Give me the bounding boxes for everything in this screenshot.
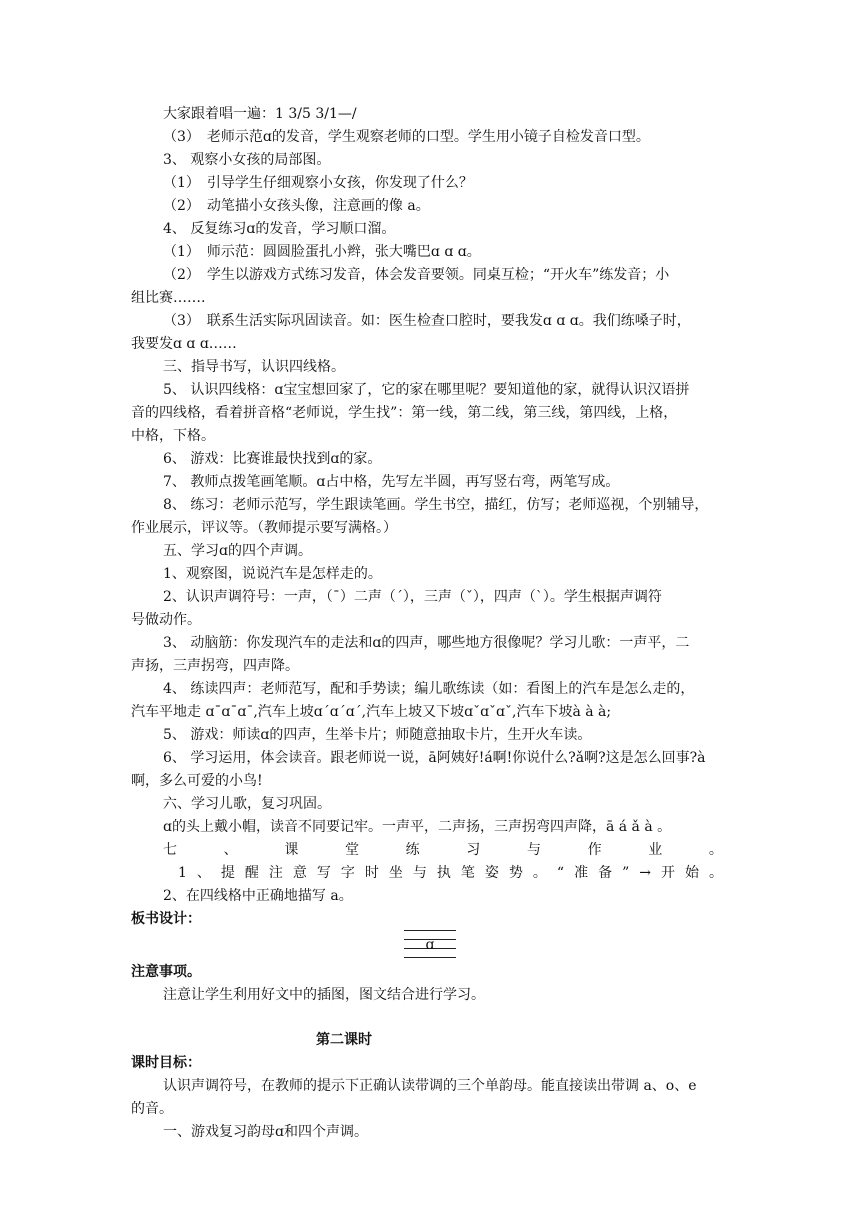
tone-item-3: 3、 动脑筋：你发现汽车的走法和ɑ的四声，哪些地方很像呢？学习儿歌：一声平，二 xyxy=(163,635,690,651)
spaced-char: 坐 xyxy=(388,865,403,881)
notes-heading: 注意事项。 xyxy=(131,964,201,980)
part-6-heading: 六、学习儿歌，复习巩固。 xyxy=(163,796,331,812)
spaced-char: 姿 xyxy=(484,865,499,881)
spaced-char: 作 xyxy=(587,842,602,858)
tone-item-3-cont: 声扬，三声拐弯，四声降。 xyxy=(131,658,299,674)
step-4-3-cont: 我要发ɑ ɑ ɑ…… xyxy=(131,336,237,352)
board-design-heading: 板书设计： xyxy=(131,911,201,927)
grid-line xyxy=(404,957,456,958)
lesson-goal-text-cont: 的音。 xyxy=(131,1101,173,1117)
spaced-char: 习 xyxy=(466,842,481,858)
spaced-char: 、 xyxy=(196,865,211,881)
item-7: 7、 教师点拨笔画笔顺。ɑ占中格，先写左半圆，再写竖右弯，两笔写成。 xyxy=(163,474,620,490)
spaced-char: → xyxy=(639,865,651,881)
item-8: 8、 练习：老师示范写，学生跟读笔画。学生书空，描红，仿写；老师巡视，个别辅导， xyxy=(163,497,709,513)
spaced-char: 堂 xyxy=(344,842,359,858)
grid-letter: ɑ xyxy=(425,937,435,953)
section-3-heading: 3、 观察小女孩的局部图。 xyxy=(163,152,331,168)
lesson-goal-heading: 课时目标： xyxy=(131,1055,201,1071)
spaced-char: 备 xyxy=(598,865,613,881)
spaced-char: 意 xyxy=(292,865,307,881)
spaced-char: 开 xyxy=(661,865,675,881)
task-1 xyxy=(178,863,723,883)
spaced-char: 写 xyxy=(316,865,331,881)
spaced-char: 势 xyxy=(508,865,523,881)
step-3-2: （2） 动笔描小女孩头像，注意画的像 a。 xyxy=(163,198,430,214)
spaced-char: 七 xyxy=(163,842,177,858)
lesson-goal-text: 认识声调符号，在教师的提示下正确认读带调的三个单韵母。能直接读出带调 a、o、e xyxy=(163,1078,697,1094)
spaced-char: 注 xyxy=(268,865,283,881)
item-5-cont-1: 音的四线格，看着拼音格“老师说，学生找”：第一线，第二线，第三线，第四线，上格， xyxy=(131,405,678,421)
spaced-char: 。 xyxy=(532,865,547,881)
spaced-char: 课 xyxy=(284,842,299,858)
spaced-char: 准 xyxy=(574,865,589,881)
spaced-char: 字 xyxy=(340,865,355,881)
item-8-cont: 作业展示，评议等。（教师提示要写满格。） xyxy=(131,520,397,536)
notes-text: 注意让学生利用好文中的插图，图文结合进行学习。 xyxy=(163,987,485,1003)
spaced-char: 时 xyxy=(364,865,379,881)
tone-item-4: 4、 练读四声：老师范写，配和手势读；编儿歌练读（如：看图上的汽车是怎么走的， xyxy=(163,681,695,697)
spaced-char: 、 xyxy=(223,842,238,858)
tone-item-4-cont: 汽车平地走 ɑˉɑˉɑˉ,汽车上坡ɑˊɑˊɑˊ,汽车上坡又下坡ɑˇɑˇɑˇ,汽车下坡à à à; xyxy=(131,704,612,720)
part-7-heading xyxy=(163,840,723,860)
grid-line xyxy=(404,930,456,931)
item-6: 6、 游戏：比赛谁最快找到ɑ的家。 xyxy=(163,451,382,467)
spaced-char: “ xyxy=(556,865,565,881)
spaced-char: 与 xyxy=(412,865,427,881)
spaced-char: 提 xyxy=(220,865,235,881)
spaced-char: 练 xyxy=(405,842,420,858)
spaced-char: 与 xyxy=(526,842,541,858)
spaced-char: 执 xyxy=(436,865,451,881)
step-4-1: （1） 师示范：圆圆脸蛋扎小辫，张大嘴巴ɑ ɑ ɑ。 xyxy=(163,244,481,260)
step-4-2: （2） 学生以游戏方式练习发音，体会发音要领。同桌互检；“开火车”练发音；小 xyxy=(163,267,670,283)
tone-item-2-cont: 号做动作。 xyxy=(131,612,201,628)
review-heading: 一、游戏复习韵母ɑ和四个声调。 xyxy=(163,1124,368,1140)
part-5-heading: 五、学习ɑ的四个声调。 xyxy=(163,543,312,559)
section-4-heading: 4、 反复练习ɑ的发音，学习顺口溜。 xyxy=(163,221,396,237)
spaced-char: 醒 xyxy=(244,865,259,881)
step-4-2-cont: 组比赛……. xyxy=(131,290,206,306)
rhyme-line: ɑ的头上戴小帽，读音不同要记牢。一声平，二声扬，三声拐弯四声降，ā á ǎ à 。 xyxy=(163,819,672,835)
spaced-char: 业 xyxy=(648,842,663,858)
step-3-1: （1） 引导学生仔细观察小女孩，你发现了什么？ xyxy=(163,175,473,191)
step-4-3: （3） 联系生活实际巩固读音。如：医生检查口腔时，要我发ɑ ɑ ɑ。我们练嗓子时， xyxy=(163,313,691,329)
spaced-char: 。 xyxy=(708,842,723,858)
item-5: 5、 认识四线格：ɑ宝宝想回家了，它的家在哪里呢？要知道他的家，就得认识汉语拼 xyxy=(163,382,690,398)
tone-item-6: 6、 学习运用，体会读音。跟老师说一说，ā阿姨好!á啊!你说什么?ǎ啊?这是怎么回事?à xyxy=(163,750,706,766)
singing-line: 大家跟着唱一遍：1 3/5 3/1—/ xyxy=(163,106,357,122)
item-5-cont-2: 中格，下格。 xyxy=(131,428,215,444)
spaced-char: 。 xyxy=(709,865,723,881)
lesson-2-title: 第二课时 xyxy=(316,1032,372,1048)
spaced-char: 1 xyxy=(178,865,187,881)
four-line-grid xyxy=(404,930,456,958)
part-3-heading: 三、指导书写，认识四线格。 xyxy=(163,359,345,375)
spaced-char: 笔 xyxy=(460,865,475,881)
task-2: 2、在四线格中正确地描写 a。 xyxy=(163,888,353,904)
spaced-char: 始 xyxy=(685,865,699,881)
spaced-char: ” xyxy=(622,865,630,881)
tone-item-2: 2、认识声调符号：一声，（ˉ）二声（ˊ），三声（ˇ），四声（ˋ）。学生根据声调符 xyxy=(163,589,662,605)
step-3-3: （3） 老师示范ɑ的发音，学生观察老师的口型。学生用小镜子自检发音口型。 xyxy=(163,129,650,145)
tone-item-6-cont: 啊，多么可爱的小鸟! xyxy=(131,773,263,789)
tone-item-1: 1、观察图，说说汽车是怎样走的。 xyxy=(163,566,382,582)
tone-item-5: 5、 游戏：师读ɑ的四声，生举卡片；师随意抽取卡片，生开火车读。 xyxy=(163,727,592,743)
